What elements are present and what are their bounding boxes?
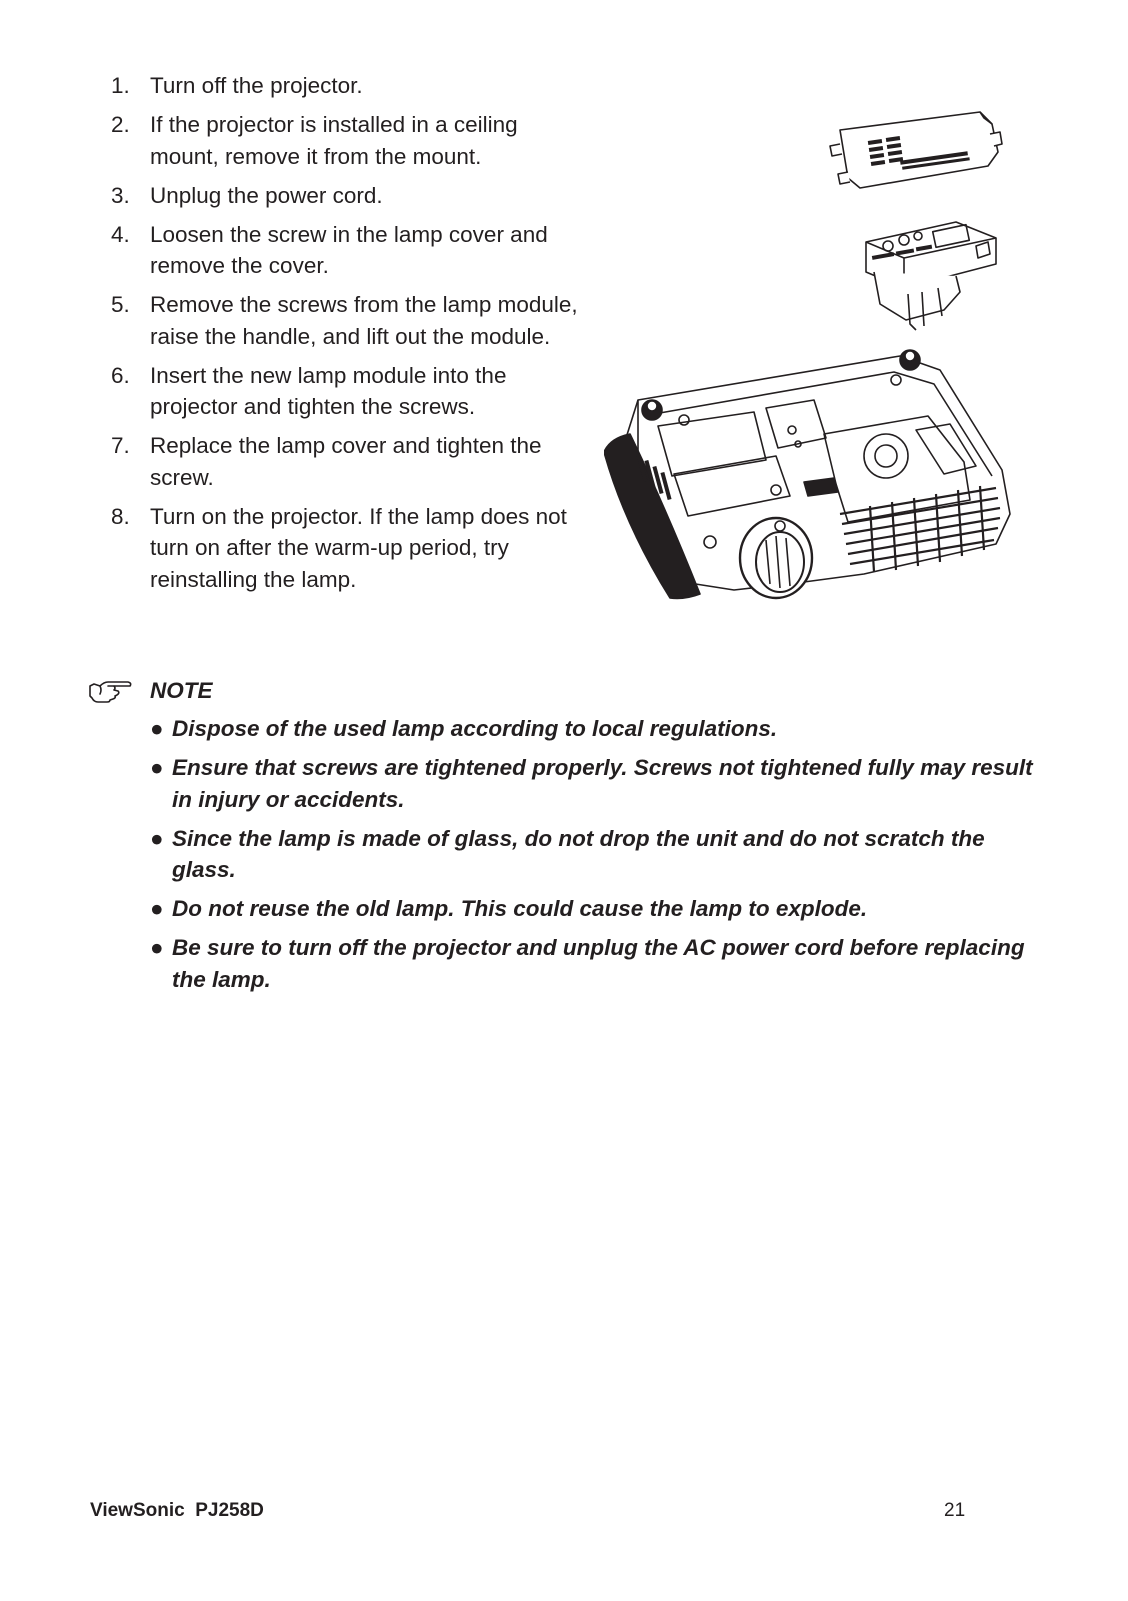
step-text: Turn off the projector. — [150, 73, 363, 98]
note-item — [150, 893, 1040, 925]
step-number: 2. — [111, 112, 130, 137]
step-number: 5. — [111, 292, 130, 317]
bullet-marker: ● — [150, 825, 164, 851]
note-text: Since the lamp is made of glass, do not drop the unit and do not scratch the glass. — [172, 825, 985, 882]
bullet-marker: ● — [150, 716, 164, 741]
lamp-cover-drawing — [830, 112, 1002, 188]
step-text: Remove the screws from the lamp module, raise the handle, and lift out the module. — [150, 292, 578, 349]
bullet-marker: ● — [150, 755, 164, 780]
projector-lamp-illustration — [604, 104, 1034, 626]
step-item — [108, 219, 588, 282]
step-item — [108, 70, 588, 102]
step-item — [108, 501, 588, 596]
footer-brand: ViewSonic PJ258D — [90, 1500, 264, 1521]
step-text: Loosen the screw in the lamp cover and remove the cover. — [150, 221, 548, 278]
step-item — [108, 360, 588, 423]
note-list — [150, 713, 1040, 1003]
lamp-module-drawing — [866, 222, 996, 330]
step-number: 1. — [111, 73, 130, 98]
note-item — [150, 713, 1040, 745]
step-item — [108, 289, 588, 352]
note-text: Dispose of the used lamp according to local regulations. — [172, 716, 778, 741]
note-text: Ensure that screws are tightened properly. Screws not tightened fully may result in injury or accidents. — [172, 755, 1033, 812]
note-title: NOTE — [150, 678, 213, 703]
bullet-marker: ● — [150, 935, 164, 960]
note-item — [150, 752, 1040, 815]
step-text: Turn on the projector. If the lamp does not turn on after the warm-up period, try reinstalling the lamp. — [150, 503, 567, 592]
bullet-marker: ● — [150, 896, 164, 921]
step-text: Replace the lamp cover and tighten the screw. — [150, 433, 542, 490]
step-number: 7. — [111, 433, 130, 458]
note-text: Do not reuse the old lamp. This could cause the lamp to explode. — [172, 896, 868, 921]
page-number: 21 — [944, 1500, 966, 1521]
step-item — [108, 180, 588, 212]
projector-body-drawing — [604, 350, 1010, 599]
note-item — [150, 932, 1040, 995]
note-text: Be sure to turn off the projector and unplug the AC power cord before replacing the lamp. — [172, 935, 1025, 992]
step-number: 6. — [111, 362, 130, 388]
step-item — [108, 109, 588, 172]
lamp-replacement-steps — [108, 70, 588, 603]
step-item — [108, 430, 588, 493]
step-text: If the projector is installed in a ceiling mount, remove it from the mount. — [150, 112, 518, 169]
step-text: Unplug the power cord. — [150, 182, 383, 208]
pointing-hand-icon — [88, 678, 134, 704]
note-item — [150, 823, 1040, 886]
step-number: 4. — [111, 221, 130, 247]
step-number: 3. — [111, 182, 130, 208]
step-number: 8. — [111, 503, 130, 529]
step-text: Insert the new lamp module into the projector and tighten the screws. — [150, 362, 507, 419]
